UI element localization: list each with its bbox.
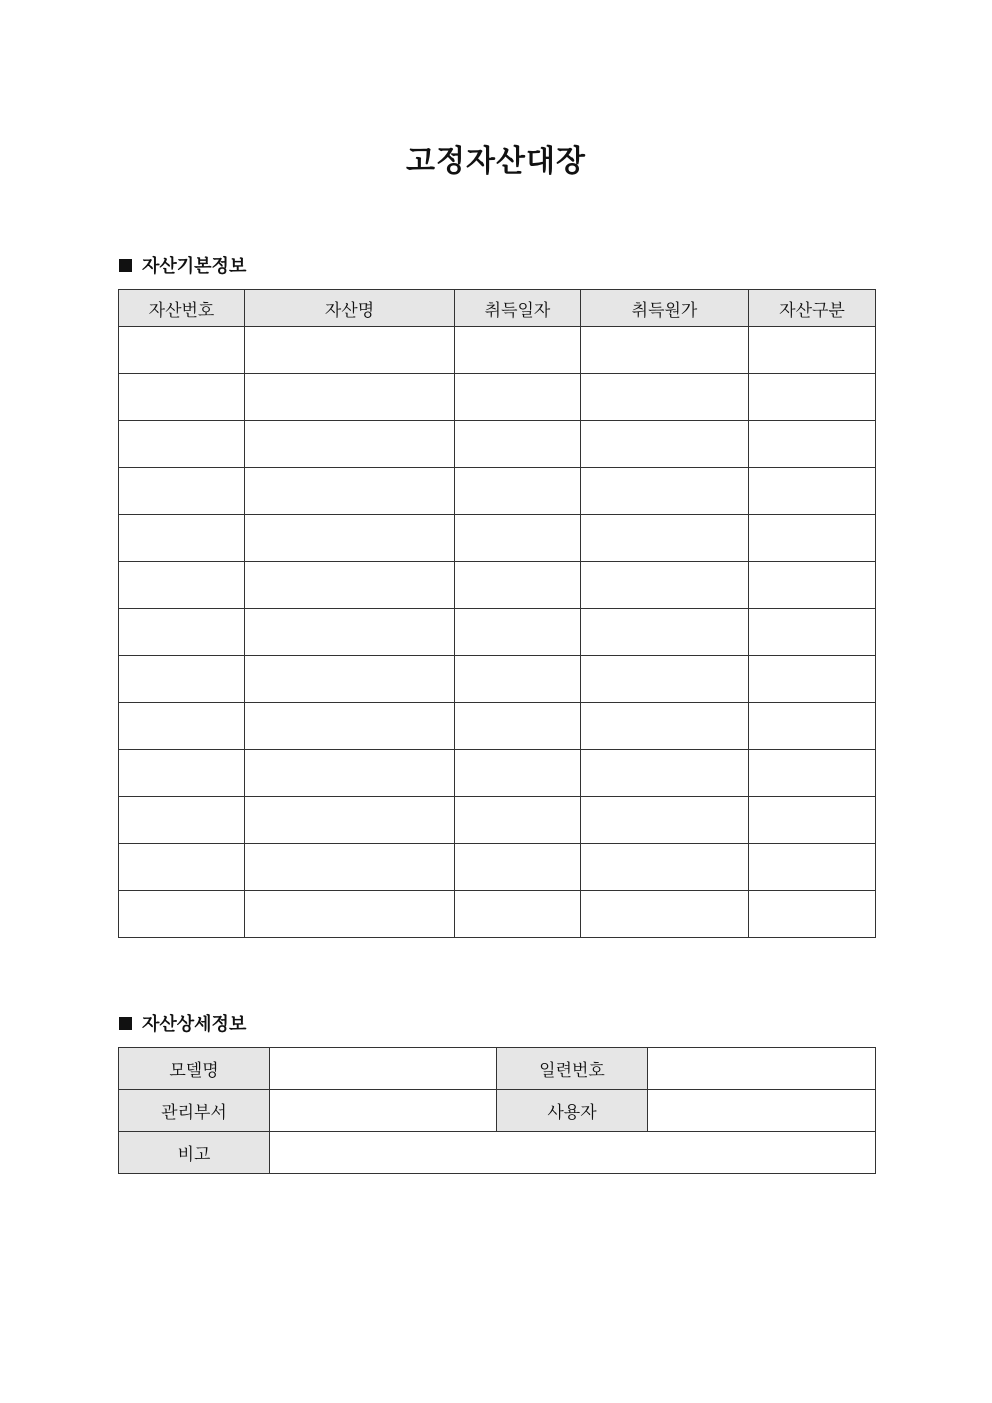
table-cell[interactable] (455, 891, 581, 938)
table-row (119, 1132, 876, 1174)
table-row (119, 750, 876, 797)
detail-info-heading (119, 1010, 246, 1036)
table-cell[interactable] (581, 703, 749, 750)
page-title: 고정자산대장 (406, 144, 586, 179)
column-header-acquisition-date: 취득일자 (455, 290, 581, 327)
table-cell[interactable] (749, 562, 876, 609)
remarks-value-cell[interactable] (270, 1132, 876, 1174)
table-cell[interactable] (119, 562, 245, 609)
table-cell[interactable] (749, 703, 876, 750)
table-row (119, 656, 876, 703)
table-cell[interactable] (245, 844, 455, 891)
table-cell[interactable] (749, 797, 876, 844)
table-row (119, 421, 876, 468)
column-header-asset-category: 자산구분 (749, 290, 876, 327)
table-cell[interactable] (245, 562, 455, 609)
table-cell[interactable] (245, 797, 455, 844)
table-cell[interactable] (581, 515, 749, 562)
table-row (119, 562, 876, 609)
table-cell[interactable] (581, 844, 749, 891)
table-cell[interactable] (455, 421, 581, 468)
table-cell[interactable] (749, 844, 876, 891)
table-cell[interactable] (455, 703, 581, 750)
square-bullet-icon (119, 259, 132, 272)
table-cell[interactable] (245, 374, 455, 421)
table-cell[interactable] (455, 656, 581, 703)
detail-info-heading-text: 자산상세정보 (142, 1014, 247, 1035)
table-cell[interactable] (749, 656, 876, 703)
table-cell[interactable] (581, 468, 749, 515)
table-cell[interactable] (119, 844, 245, 891)
table-cell[interactable] (119, 327, 245, 374)
table-cell[interactable] (119, 656, 245, 703)
table-cell[interactable] (245, 421, 455, 468)
table-cell[interactable] (245, 609, 455, 656)
table-cell[interactable] (749, 327, 876, 374)
table-cell[interactable] (749, 468, 876, 515)
table-cell[interactable] (581, 891, 749, 938)
basic-info-heading (119, 252, 246, 278)
table-row (119, 327, 876, 374)
remarks-label: 비고 (119, 1132, 270, 1174)
table-cell[interactable] (119, 374, 245, 421)
table-cell[interactable] (581, 374, 749, 421)
table-cell[interactable] (581, 421, 749, 468)
table-row (119, 1048, 876, 1090)
table-cell[interactable] (581, 562, 749, 609)
table-cell[interactable] (119, 468, 245, 515)
table-cell[interactable] (749, 750, 876, 797)
detail-info-table (118, 1047, 876, 1174)
table-header-row (119, 290, 876, 327)
table-cell[interactable] (749, 891, 876, 938)
table-cell[interactable] (119, 891, 245, 938)
table-cell[interactable] (455, 468, 581, 515)
user-value-cell[interactable] (648, 1090, 876, 1132)
department-label: 관리부서 (119, 1090, 270, 1132)
square-bullet-icon (119, 1017, 132, 1030)
table-cell[interactable] (581, 327, 749, 374)
column-header-asset-name: 자산명 (245, 290, 455, 327)
column-header-asset-number: 자산번호 (119, 290, 245, 327)
table-cell[interactable] (119, 750, 245, 797)
table-cell[interactable] (749, 374, 876, 421)
table-cell[interactable] (581, 797, 749, 844)
table-cell[interactable] (581, 656, 749, 703)
table-cell[interactable] (581, 750, 749, 797)
table-row (119, 891, 876, 938)
table-cell[interactable] (119, 515, 245, 562)
table-cell[interactable] (245, 750, 455, 797)
department-value-cell[interactable] (270, 1090, 497, 1132)
table-cell[interactable] (119, 797, 245, 844)
basic-info-rows (119, 327, 876, 938)
table-row (119, 374, 876, 421)
column-header-acquisition-cost: 취득원가 (581, 290, 749, 327)
table-cell[interactable] (245, 891, 455, 938)
table-cell[interactable] (749, 609, 876, 656)
user-label: 사용자 (497, 1090, 648, 1132)
table-row (119, 609, 876, 656)
basic-info-heading-text: 자산기본정보 (142, 256, 247, 277)
table-cell[interactable] (245, 656, 455, 703)
table-cell[interactable] (455, 750, 581, 797)
table-row (119, 468, 876, 515)
table-cell[interactable] (455, 327, 581, 374)
table-cell[interactable] (119, 421, 245, 468)
table-cell[interactable] (245, 327, 455, 374)
table-cell[interactable] (581, 609, 749, 656)
table-cell[interactable] (119, 703, 245, 750)
model-value-cell[interactable] (270, 1048, 497, 1090)
table-row (119, 797, 876, 844)
table-row (119, 844, 876, 891)
model-label: 모델명 (119, 1048, 270, 1090)
serial-value-cell[interactable] (648, 1048, 876, 1090)
table-cell[interactable] (455, 609, 581, 656)
table-cell[interactable] (245, 515, 455, 562)
table-cell[interactable] (119, 609, 245, 656)
table-row (119, 1090, 876, 1132)
basic-info-table (118, 289, 876, 938)
table-cell[interactable] (455, 562, 581, 609)
table-cell[interactable] (749, 421, 876, 468)
table-cell[interactable] (749, 515, 876, 562)
table-cell[interactable] (455, 374, 581, 421)
table-row (119, 703, 876, 750)
table-row (119, 515, 876, 562)
table-cell[interactable] (455, 515, 581, 562)
table-cell[interactable] (245, 703, 455, 750)
table-cell[interactable] (455, 797, 581, 844)
table-cell[interactable] (245, 468, 455, 515)
serial-label: 일련번호 (497, 1048, 648, 1090)
table-cell[interactable] (455, 844, 581, 891)
